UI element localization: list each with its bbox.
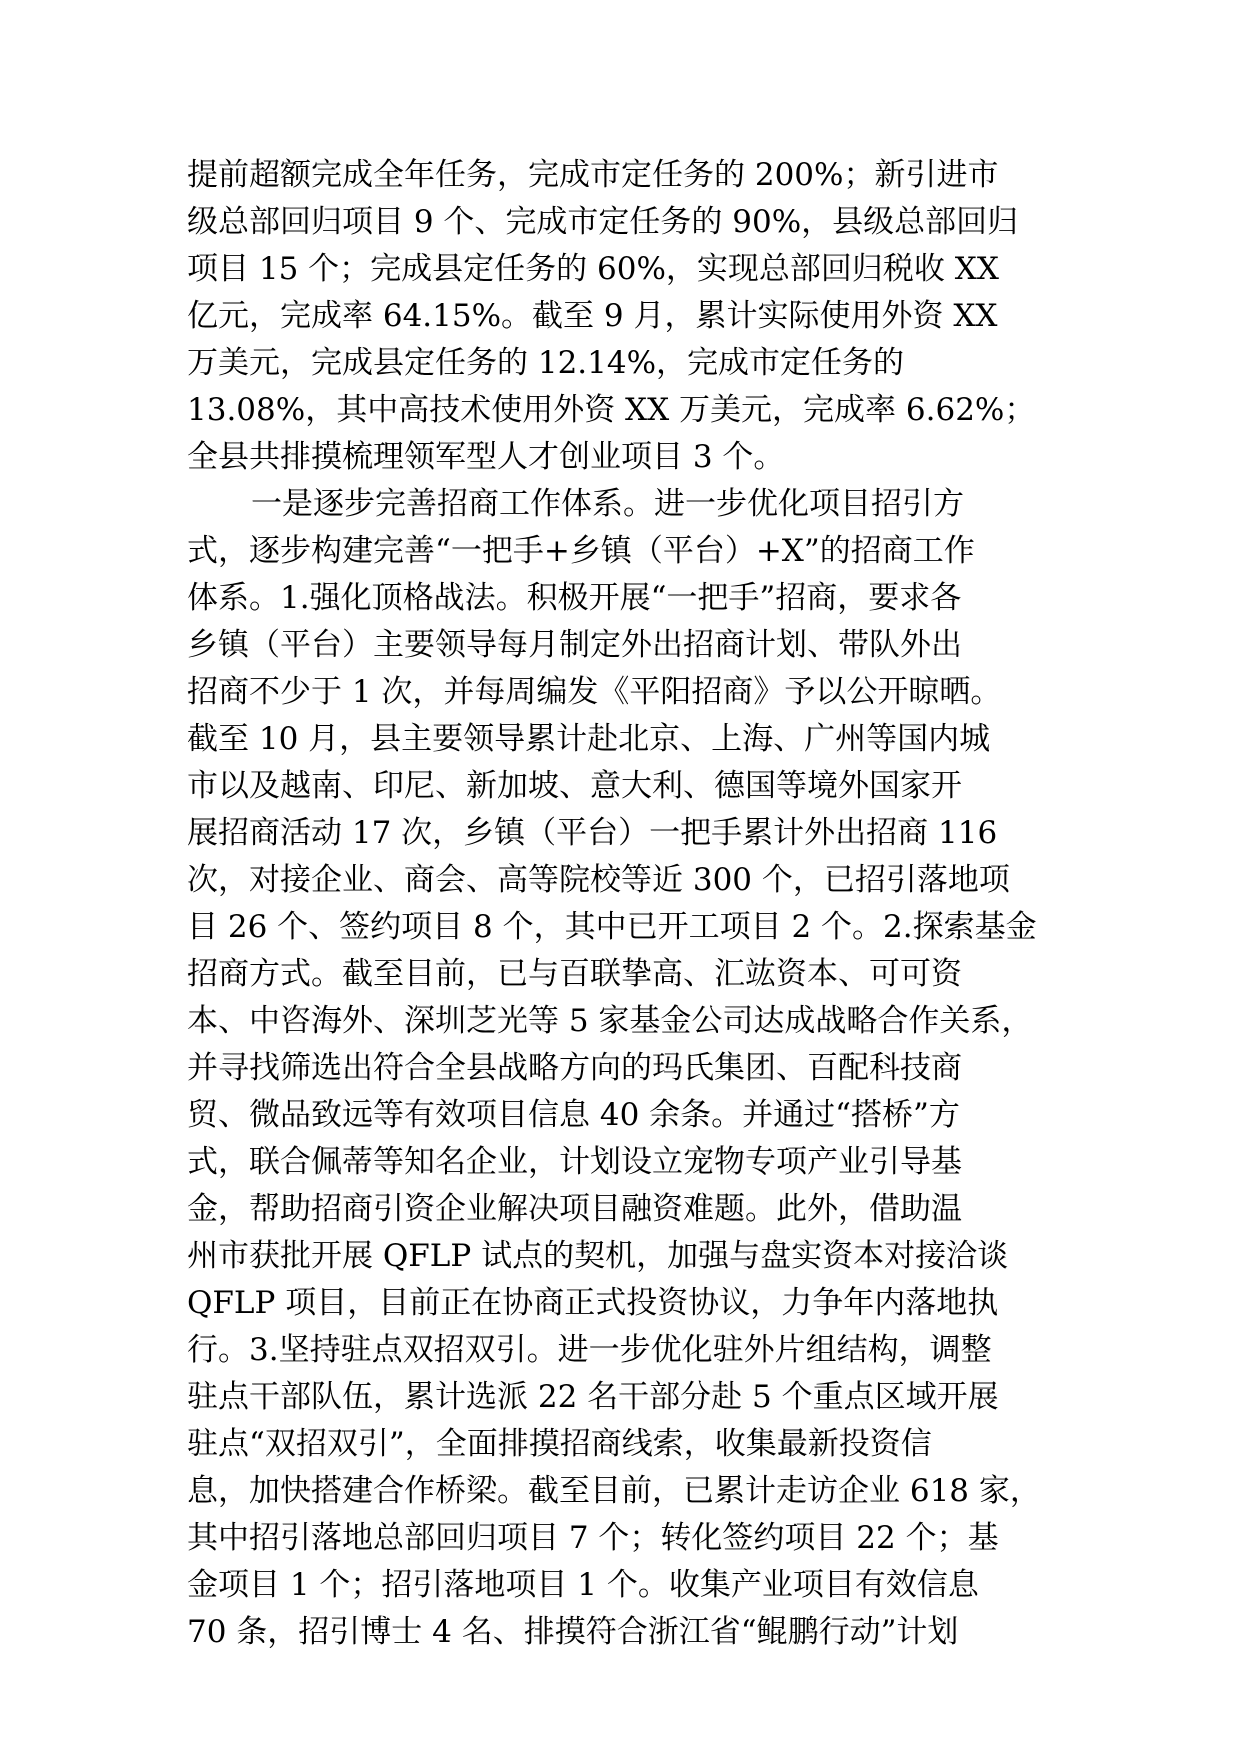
text-line: 亿元，完成率 64.15%。截至 9 月，累计实际使用外资 XX [187, 298, 998, 334]
text-line: 市以及越南、印尼、新加坡、意大利、德国等境外国家开 [187, 768, 962, 804]
text-line: 乡镇（平台）主要领导每月制定外出招商计划、带队外出 [187, 627, 962, 663]
text-line: 全县共排摸梳理领军型人才创业项目 3 个。 [187, 439, 785, 475]
text-line: 目 26 个、签约项目 8 个，其中已开工项目 2 个。2.探索基金 [187, 909, 1037, 945]
text-line: 驻点“双招双引”，全面排摸招商线索，收集最新投资信 [187, 1426, 932, 1462]
document-body [187, 152, 1067, 1656]
text-line: 万美元，完成县定任务的 12.14%，完成市定任务的 [187, 345, 905, 381]
text-line: QFLP 项目，目前正在协商正式投资协议，力争年内落地执 [187, 1285, 999, 1321]
text-line: 截至 10 月，县主要领导累计赴北京、上海、广州等国内城 [187, 721, 991, 757]
paragraph-1 [187, 152, 1067, 481]
text-line: 招商不少于 1 次，并每周编发《平阳招商》予以公开晾晒。 [187, 674, 1002, 710]
text-line: 次，对接企业、商会、高等院校等近 300 个，已招引落地项 [187, 862, 1010, 898]
text-line: 息，加快搭建合作桥梁。截至目前，已累计走访企业 618 家， [187, 1473, 1041, 1509]
text-line: 贸、微品致远等有效项目信息 40 余条。并通过“搭桥”方 [187, 1097, 960, 1133]
paragraph-2 [187, 481, 1067, 1656]
text-line: 行。3.坚持驻点双招双引。进一步优化驻外片组结构，调整 [187, 1332, 992, 1368]
text-line: 本、中咨海外、深圳芝光等 5 家基金公司达成战略合作关系， [187, 1003, 1033, 1039]
text-line: 项目 15 个；完成县定任务的 60%，实现总部回归税收 XX [187, 251, 999, 287]
text-line: 提前超额完成全年任务，完成市定任务的 200%；新引进市 [187, 157, 999, 193]
text-line: 其中招引落地总部回归项目 7 个；转化签约项目 22 个；基 [187, 1520, 999, 1556]
text-line: 州市获批开展 QFLP 试点的契机，加强与盘实资本对接洽谈 [187, 1238, 1009, 1274]
text-line: 13.08%，其中高技术使用外资 XX 万美元，完成率 6.62%； [187, 392, 1036, 428]
text-line: 并寻找筛选出符合全县战略方向的玛氏集团、百配科技商 [187, 1050, 962, 1086]
text-line: 体系。1.强化顶格战法。积极开展“一把手”招商，要求各 [187, 580, 962, 616]
text-line: 式，联合佩蒂等知名企业，计划设立宠物专项产业引导基 [187, 1144, 962, 1180]
text-line: 招商方式。截至目前，已与百联挚高、汇竑资本、可可资 [187, 956, 962, 992]
text-line: 一是逐步完善招商工作体系。进一步优化项目招引方 [251, 486, 964, 522]
text-line: 金，帮助招商引资企业解决项目融资难题。此外，借助温 [187, 1191, 962, 1227]
text-line: 式，逐步构建完善“一把手+乡镇（平台）+X”的招商工作 [187, 533, 975, 569]
text-line: 级总部回归项目 9 个、完成市定任务的 90%，县级总部回归 [187, 204, 1019, 240]
text-line: 驻点干部队伍，累计选派 22 名干部分赴 5 个重点区域开展 [187, 1379, 999, 1415]
text-line: 展招商活动 17 次，乡镇（平台）一把手累计外出招商 116 [187, 815, 998, 851]
text-line: 金项目 1 个；招引落地项目 1 个。收集产业项目有效信息 [187, 1567, 979, 1603]
text-line: 70 条，招引博士 4 名、排摸符合浙江省“鲲鹏行动”计划 [187, 1614, 959, 1650]
